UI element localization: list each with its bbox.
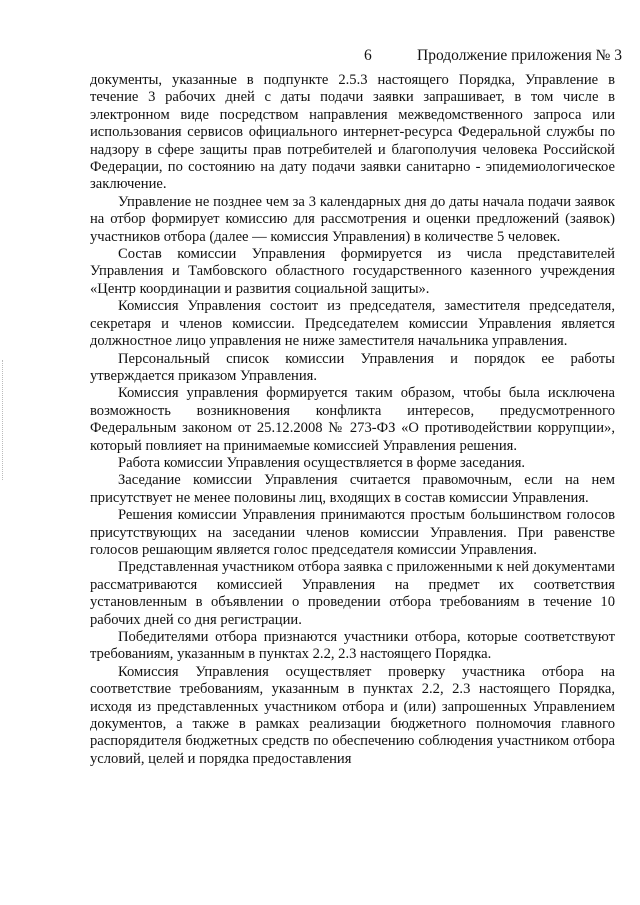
paragraph: Комиссия Управления состоит из председателя, заместителя председателя, секретаря и членов комиссии. Председателем комиссии Управления является должностное лицо управления не ниже заместителя начальника управления.: [90, 298, 615, 350]
paragraph: Состав комиссии Управления формируется из числа представителей Управления и Тамбовского областного государственного казенного учреждения «Центр координации и развития социальной защиты».: [90, 246, 615, 297]
paragraph: Комиссия Управления осуществляет проверку участника отбора на соответствие требованиям, указанным в пунктах 2.2, 2.3 настоящего Порядка, исходя из представленных участником отбора и (или) запрошенных Управлением документов, а также в рамках реализации бюджетного полномочия главного распорядителя бюджетных средств по обеспечению соблюдения участником отбора условий, целей и порядка предоставления: [90, 663, 615, 767]
document-body: [90, 72, 615, 768]
paragraph: Работа комиссии Управления осуществляется в форме заседания.: [118, 454, 526, 471]
paragraph: Заседание комиссии Управления считается правомочным, если на нем присутствует не менее половины лиц, входящих в состав комиссии Управления.: [90, 472, 615, 506]
paragraph: документы, указанные в подпункте 2.5.3 настоящего Порядка, Управление в течение 3 рабочих дней с даты подачи заявки запрашивает, в том числе в электронном виде посредством направления межведомственного запроса или использования сервисов официального интернет-ресурса Федеральной службы по надзору в сфере защиты прав потребителей и благополучия человека Российской Федерации, по состоянию на дату подачи заявки санитарно - эпидемиологическое заключение.: [90, 72, 615, 193]
scan-edge-mark: [2, 360, 9, 480]
paragraph: Управление не позднее чем за 3 календарных дня до даты начала подачи заявок на отбор формирует комиссию для рассмотрения и оценки предложений (заявок) участников отбора (далее — комиссия Управления) в количестве 5 человек.: [90, 193, 615, 245]
paragraph: Комиссия управления формируется таким образом, чтобы была исключена возможность возникновения конфликта интересов, предусмотренного Федеральным законом от 25.12.2008 № 273-ФЗ «О противодействии коррупции», который повлияет на принимаемые комиссией Управления решения.: [90, 385, 615, 454]
page-header: [0, 47, 640, 69]
appendix-caption: Продолжение приложения № 3: [417, 47, 622, 64]
paragraph: Представленная участником отбора заявка с приложенными к ней документами рассматриваются комиссией Управления на предмет их соответствия установленным в объявлении о проведении отбора требованиям в течение 10 рабочих дней со дня регистрации.: [90, 559, 615, 628]
paragraph: Решения комиссии Управления принимаются простым большинством голосов присутствующих на заседании членов комиссии Управления. При равенстве голосов решающим является голос председателя комиссии Управления.: [90, 507, 615, 558]
page-number: 6: [364, 47, 372, 64]
paragraph: Победителями отбора признаются участники отбора, которые соответствуют требованиям, указанным в пунктах 2.2, 2.3 настоящего Порядка.: [90, 629, 615, 663]
paragraph: Персональный список комиссии Управления и порядок ее работы утверждается приказом Управления.: [90, 350, 615, 384]
